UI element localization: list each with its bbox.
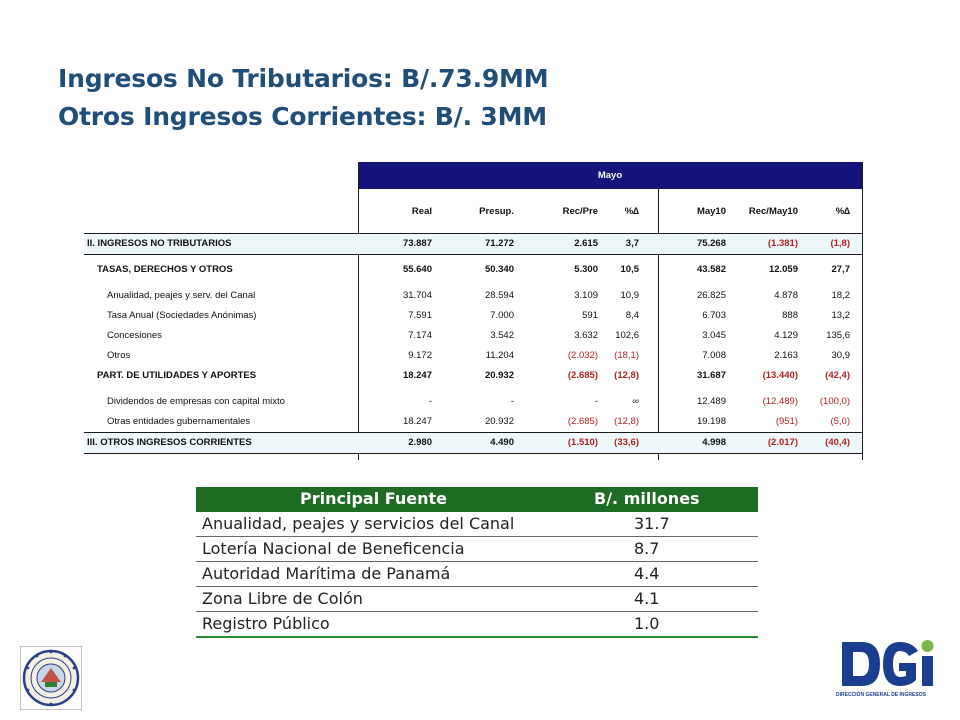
- header-amount: B/. millones: [594, 489, 700, 508]
- page-title: Ingresos No Tributarios: B/.73.9MM: [58, 64, 549, 93]
- table-row: [84, 326, 862, 346]
- table-cell: (40,4): [825, 437, 850, 448]
- table-cell: 20.932: [484, 416, 514, 427]
- row-label: Concesiones: [107, 330, 162, 341]
- row-label: PART. DE UTILIDADES Y APORTES: [97, 370, 257, 381]
- column-header: May10: [696, 206, 726, 217]
- table-cell: 888: [782, 310, 798, 321]
- table-cell: 43.582: [696, 264, 726, 275]
- row-label: Otras entidades gubernamentales: [107, 416, 251, 427]
- table-cell: 8,4: [625, 310, 639, 321]
- table-row: [84, 432, 862, 454]
- dgi-subtitle: DIRECCIÓN GENERAL DE INGRESOS: [836, 692, 926, 698]
- column-header: %∆: [624, 206, 639, 217]
- table-row: [84, 306, 862, 326]
- table-cell: 19.198: [696, 416, 726, 427]
- table-cell: -: [594, 396, 598, 407]
- table-cell: 3.542: [490, 330, 514, 341]
- table-cell: 2.615: [574, 238, 598, 249]
- table-row: [84, 286, 862, 306]
- table-cell: 27,7: [831, 264, 850, 275]
- table-cell: 71.272: [484, 238, 514, 249]
- table-cell: 591: [582, 310, 598, 321]
- table-cell: ∞: [632, 396, 639, 407]
- table-row: [196, 612, 758, 638]
- row-label: II. INGRESOS NO TRIBUTARIOS: [87, 238, 232, 249]
- dgi-logo: [836, 636, 942, 704]
- source-name: Lotería Nacional de Beneficencia: [202, 539, 465, 558]
- table-cell: (2.032): [567, 350, 598, 361]
- table-cell: (12,8): [614, 416, 639, 427]
- table-cell: (1.510): [567, 437, 598, 448]
- table-cell: 26.825: [696, 290, 726, 301]
- table-cell: 7.174: [408, 330, 432, 341]
- table-cell: (42,4): [825, 370, 850, 381]
- table-cell: 5.300: [574, 264, 598, 275]
- table-cell: -: [510, 396, 514, 407]
- table-cell: (1.381): [767, 238, 798, 249]
- page-subtitle: Otros Ingresos Corrientes: B/. 3MM: [58, 102, 547, 131]
- table-cell: 18,2: [831, 290, 850, 301]
- table-row: [196, 512, 758, 537]
- table-cell: 2.980: [408, 437, 432, 448]
- table-cell: 50.340: [484, 264, 514, 275]
- row-label: III. OTROS INGRESOS CORRIENTES: [87, 437, 252, 448]
- table-cell: (951): [775, 416, 798, 427]
- source-amount: 4.4: [634, 564, 660, 583]
- table-cell: 55.640: [402, 264, 432, 275]
- column-header: Rec/May10: [748, 206, 798, 217]
- column-header: %∆: [835, 206, 850, 217]
- table-cell: 31.687: [696, 370, 726, 381]
- table-cell: 9.172: [408, 350, 432, 361]
- table-divider: [862, 162, 863, 460]
- row-label: Anualidad, peajes y serv. del Canal: [107, 290, 256, 301]
- row-label: Otros: [107, 350, 131, 361]
- column-header: Rec/Pre: [562, 206, 598, 217]
- table-cell: (12.489): [762, 396, 798, 407]
- table-cell: (1,8): [830, 238, 850, 249]
- table-cell: 18.247: [402, 416, 432, 427]
- table-row: [196, 562, 758, 587]
- column-header: Real: [411, 206, 432, 217]
- table-cell: 3,7: [625, 238, 639, 249]
- table-row: [84, 366, 862, 386]
- table-row: [196, 587, 758, 612]
- table-cell: 7.008: [702, 350, 726, 361]
- row-label: TASAS, DERECHOS Y OTROS: [97, 264, 233, 275]
- table-cell: 7.000: [490, 310, 514, 321]
- table-row: [84, 346, 862, 366]
- table-cell: (2.017): [767, 437, 798, 448]
- table-cell: (100,0): [819, 396, 850, 407]
- table-row: [84, 392, 862, 412]
- table-cell: 4.878: [774, 290, 798, 301]
- table-cell: 28.594: [484, 290, 514, 301]
- principal-table-header: [196, 487, 758, 512]
- source-amount: 1.0: [634, 614, 660, 633]
- table-row: [84, 233, 862, 255]
- table-cell: 30,9: [831, 350, 850, 361]
- table-cell: 75.268: [696, 238, 726, 249]
- row-label: Dividendos de empresas con capital mixto: [107, 396, 285, 407]
- source-amount: 4.1: [634, 589, 660, 608]
- table-cell: 3.045: [702, 330, 726, 341]
- table-cell: 73.887: [402, 238, 432, 249]
- table-cell: 20.932: [484, 370, 514, 381]
- row-label: Tasa Anual (Sociedades Anónimas): [107, 310, 257, 321]
- table-row: [84, 412, 862, 432]
- table-cell: (33,6): [614, 437, 639, 448]
- source-amount: 31.7: [634, 514, 670, 533]
- table-cell: 7.591: [408, 310, 432, 321]
- ministry-seal-logo: [20, 646, 82, 710]
- table-cell: 4.490: [490, 437, 514, 448]
- table-row: [196, 537, 758, 562]
- table-row: [84, 260, 862, 280]
- table-cell: 4.129: [774, 330, 798, 341]
- table-cell: 10,5: [620, 264, 639, 275]
- column-header: Presup.: [479, 206, 514, 217]
- source-name: Registro Público: [202, 614, 330, 633]
- table-cell: (12,8): [614, 370, 639, 381]
- table-cell: (18,1): [614, 350, 639, 361]
- source-name: Zona Libre de Colón: [202, 589, 363, 608]
- table-cell: 12.059: [768, 264, 798, 275]
- table-cell: 6.703: [702, 310, 726, 321]
- month-band: Mayo: [358, 162, 862, 189]
- table-cell: 3.632: [574, 330, 598, 341]
- source-amount: 8.7: [634, 539, 660, 558]
- source-name: Anualidad, peajes y servicios del Canal: [202, 514, 515, 533]
- table-cell: 11.204: [485, 350, 514, 361]
- table-cell: 2.163: [774, 350, 798, 361]
- source-name: Autoridad Marítima de Panamá: [202, 564, 451, 583]
- header-source: Principal Fuente: [300, 489, 448, 508]
- table-cell: (2.685): [567, 370, 598, 381]
- table-cell: 3.109: [574, 290, 598, 301]
- table-cell: -: [428, 396, 432, 407]
- table-cell: (5,0): [830, 416, 850, 427]
- table-cell: 10,9: [620, 290, 639, 301]
- table-cell: (13.440): [762, 370, 798, 381]
- principal-sources-table: [196, 487, 758, 638]
- table-cell: 102,6: [615, 330, 639, 341]
- table-cell: 4.998: [702, 437, 726, 448]
- table-cell: 13,2: [831, 310, 850, 321]
- table-cell: 18.247: [402, 370, 432, 381]
- table-cell: 31.704: [402, 290, 432, 301]
- table-cell: 135,6: [826, 330, 850, 341]
- table-cell: (2.685): [567, 416, 598, 427]
- table-cell: 12.489: [696, 396, 726, 407]
